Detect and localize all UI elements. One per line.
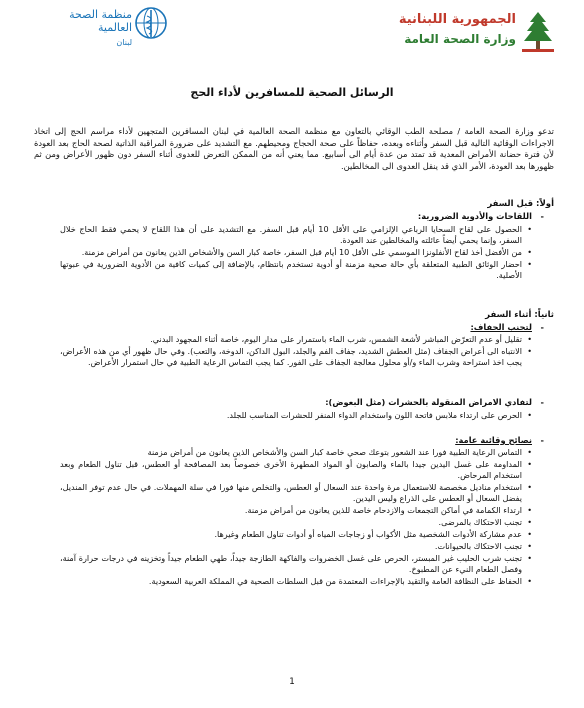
section-before-travel-heading: أولاً: قبل السفر [487, 199, 554, 209]
list-item: • تقليل أو عدم التعرّض المباشر لأشعة الشمس، شرب الماء باستمرار على مدار اليوم، خاصة أثناء المجهود البدني. [60, 334, 522, 345]
who-emblem-icon [134, 6, 168, 40]
dehydration-list [60, 334, 522, 369]
letterhead [0, 0, 584, 70]
list-item: • الحرص على ارتداء ملابس فاتحة اللون واستخدام الدواء المنفر للحشرات المناسب للجلد. [60, 410, 522, 421]
list-item: • من الأفضل أخذ لقاح الأنفلونزا الموسمي على الأقل 10 أيام قبل السفر، خاصة كبار السن والأشخاص الذين يعانون من أمراض مزمنة. [60, 247, 522, 258]
list-item: • تجنب الاحتكاك بالحيوانات. [60, 541, 522, 552]
list-item: • تجنب شرب الحليب غير المبستر، الحرص على غسل الخضروات والفاكهة الطازجة جيداً، طهي الطعام جيداً وتخزينه في درجات حرارة آمنة، وفصل الطعام النيء عن المطبوخ. [60, 553, 522, 575]
list-item: • التماس الرعاية الطبية فورا عند الشعور بتوعك صحي خاصة كبار السن والأشخاص الذين يعانون من أمراض مزمنة [60, 447, 522, 458]
dehydration-heading: - لتجنب الجفاف: [470, 322, 532, 332]
republic-name: الجمهورية اللبنانية [398, 12, 516, 27]
list-item: • الانتباه الى أعراض الجفاف (مثل العطش الشديد، جفاف الفم والجلد، البول الداكن، الدوخة، والتعب). وفي حال ظهور أي من هذه الأعراض، يجب اخذ استراحة وشرب الماء و/أو محلول معالجة الجفاف على الفور. كما يجب التماس الرعاية الطبية في حال استمرار الأعراض. [60, 346, 522, 368]
general-advice-list [60, 447, 522, 588]
list-item: • استخدام مناديل مخصصة للاستعمال مرة واحدة عند السعال أو العطس، والتخلص منها فورا في سلة المهملات. في حال عدم توفر المنديل، يفضل السعال أو العطس على الذراع وليس اليدين. [60, 482, 522, 504]
list-item: • المداومة على غسل اليدين جيدا بالماء والصابون أو المواد المطهرة الأخرى خصوصاً بعد المصافحة أو العطس، قبل تناول الطعام وبعد استخدام المرحاض. [60, 459, 522, 481]
vaccines-heading: - اللقاحات والأدوية الضرورية: [418, 211, 532, 221]
list-item: • ارتداء الكمامة في أماكن التجمعات والازدحام خاصة للذين يعانون من أمراض مزمنة. [60, 505, 522, 516]
who-name: منظمة الصحة العالمية [69, 8, 132, 34]
list-item: • تجنب الاحتكاك بالمرضى. [60, 517, 522, 528]
list-item: • احضار الوثائق الطبية المتعلقة بأي حالة صحية مزمنة أو أدوية تستخدم بانتظام، بالإضافة إلى كميات كافية من الأدوية الضرورية في عبوتها الأصلية. [60, 259, 522, 281]
list-item: • الحصول على لقاح السحايا الرباعي الإلزامي على الأقل 10 أيام قبل السفر. مع التشديد على أن هذا اللقاح لا يحمي فقط الحاج خلال السفر، وإنما يحمي أيضاً عائلته والمخالطين عند العودة. [60, 224, 522, 246]
insect-diseases-heading: - لتفادي الامراض المنقولة بالحشرات (مثل البعوض): [325, 397, 532, 407]
who-country: لبنان [116, 38, 132, 47]
insect-list [60, 410, 522, 422]
vaccines-list [60, 224, 522, 282]
page-title: الرسائل الصحية للمسافرين لأداء الحج [190, 86, 394, 99]
section-during-travel-heading: ثانياً: أثناء السفر [485, 310, 554, 320]
intro-paragraph: تدعو وزارة الصحة العامة / مصلحة الطب الوقائي بالتعاون مع منظمة الصحة العالمية في لبنان المسافرين المتجهين لأداء مراسم الحج إلى اتخاذ الاجراءات الوقائية التالية قبل السفر وأثناءه وبعده، حفاظاً على صحة الحجاج ومحيطهم. مع التشديد على ضرورة المراقبة الذاتية لصحة الحاج بعد العودة لأن فترة حضانة الأمراض المعدية قد تمتد من عدة أيام الى أسابيع. مما يعني أنه من الممكن التعرض للعدوى أثناء السفر دون ظهور الأعراض ومن ثم ظهورها بعد العودة، الأمر الذي قد ينقل العدوى الى المخالطين. [34, 126, 554, 171]
page-number: 1 [289, 677, 295, 687]
ministry-logo [356, 10, 556, 58]
list-item: • الحفاظ على النظافة العامة والتقيد بالإجراءات المعتمدة من قبل السلطات الصحية في المملكة العربية السعودية. [60, 576, 522, 587]
list-item: • عدم مشاركة الأدوات الشخصية مثل الأكواب أو زجاجات المياه أو أدوات تناول الطعام وغيرها. [60, 529, 522, 540]
who-logo [58, 6, 168, 56]
cedar-icon [520, 10, 556, 54]
ministry-name: وزارة الصحة العامة [404, 32, 516, 46]
general-advice-heading: - نصائح وقائية عامة: [455, 435, 532, 445]
